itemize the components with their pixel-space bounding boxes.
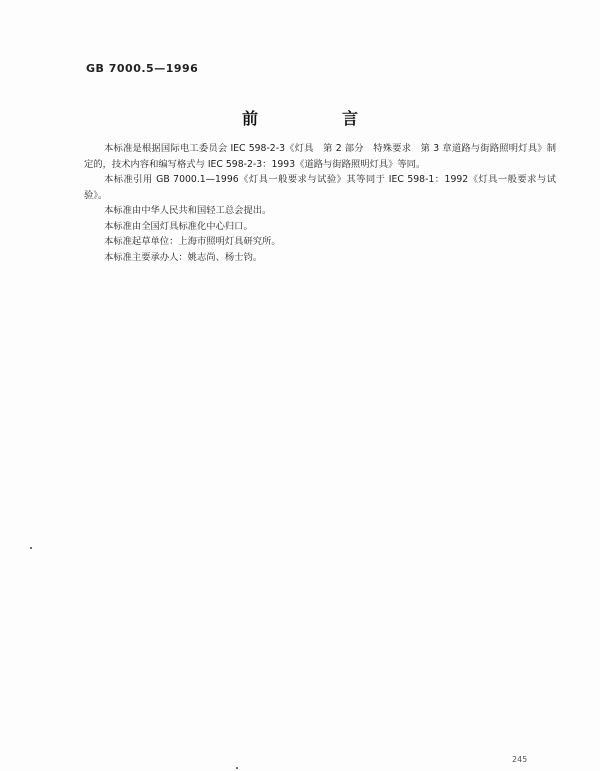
standard-code: GB 7000.5—1996 (86, 62, 199, 75)
paragraph-basis: 本标准是根据国际电工委员会 IEC 598-2-3《灯具 第 2 部分 特殊要求 第 3 章道路与街路照明灯具》制定的，技术内容和编写格式与 IEC 598-2-3：1993《道路与街路照明灯具》等同。 (84, 143, 556, 170)
scan-speck (236, 767, 238, 769)
paragraph-proposer: 本标准由中华人民共和国轻工总会提出。 (104, 205, 272, 216)
paragraph-administrator: 本标准由全国灯具标准化中心归口。 (104, 220, 253, 232)
paragraph-drafting-unit: 本标准起草单位：上海市照明灯具研究所。 (104, 236, 281, 247)
foreword-body (84, 141, 556, 265)
paragraph-drafters: 本标准主要承办人：姚志尚、杨士钧。 (104, 251, 263, 263)
scan-speck (30, 547, 32, 549)
paragraph-reference: 本标准引用 GB 7000.1—1996《灯具一般要求与试验》其等同于 IEC 598-1：1992《灯具一般要求与试验》。 (84, 174, 556, 201)
page-number: 245 (512, 755, 528, 764)
page-title: 前 言 (241, 109, 392, 128)
